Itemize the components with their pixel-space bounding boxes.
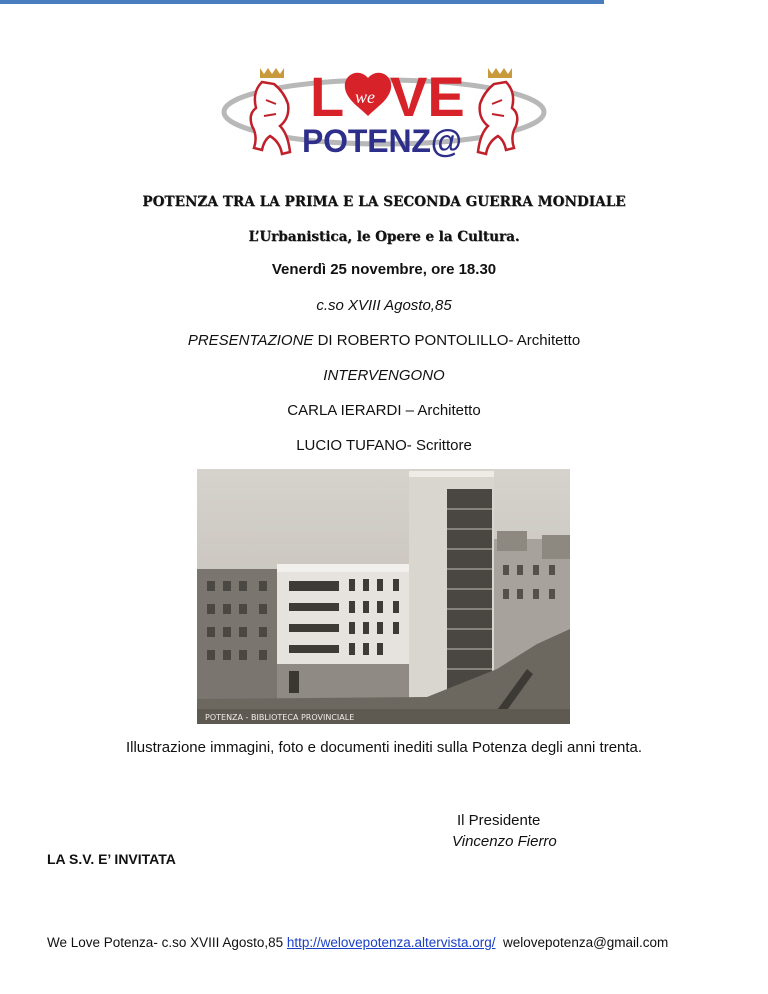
presenter-line [0,332,768,349]
top-rule [0,0,604,4]
lion-crest-right-icon [478,68,517,154]
we-love-potenza-logo [218,60,550,160]
photo-caption: POTENZA - BIBLIOTECA PROVINCIALE [205,713,355,722]
speaker-2: LUCIO TUFANO- Scrittore [296,437,472,454]
event-subtitle: L’Urbanistica, le Opere e la Cultura. [248,229,520,245]
footer-email: welovepotenza@gmail.com [495,935,669,950]
event-address: c.so XVIII Agosto,85 [316,297,452,314]
event-title: POTENZA TRA LA PRIMA E LA SECONDA GUERRA MONDIALE [142,194,626,210]
illustration-text: Illustrazione immagini, foto e documenti inediti sulla Potenza degli anni trenta. [125,739,643,756]
intervengono-label: INTERVENGONO [323,367,445,384]
logo-we: we [355,87,375,107]
logo-potenza: POTENZ@ [302,123,462,159]
invitation-line: LA S.V. E’ INVITATA [47,851,176,867]
footer-prefix: We Love Potenza- c.so XVIII Agosto,85 [47,935,287,950]
logo-l: L [310,65,345,128]
logo-ve: VE [390,65,465,128]
signature-block [452,810,557,852]
footer [47,935,668,950]
event-date: Venerdì 25 novembre, ore 18.30 [271,261,497,278]
website-link[interactable]: http://welovepotenza.altervista.org/ [286,935,496,950]
signature-name: Vincenzo Fierro [452,833,557,850]
speaker-1: CARLA IERARDI – Architetto [287,402,481,419]
presentation-text: DI ROBERTO PONTOLILLO- Architetto [313,332,581,349]
presentation-label: PRESENTAZIONE [187,332,314,349]
lion-crest-left-icon [251,68,290,154]
historic-building-photo [197,469,570,724]
signature-role: Il Presidente [457,812,541,829]
